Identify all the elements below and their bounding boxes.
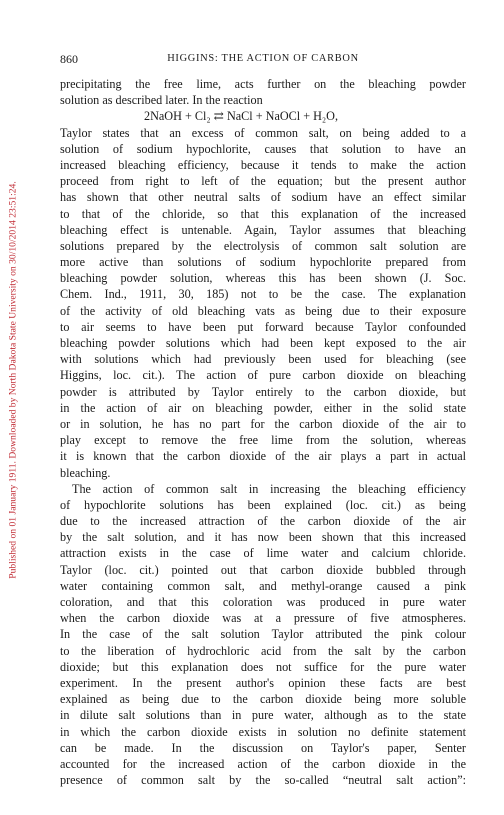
text-line: or in solution, he has no part for the carbon dioxide of the air to bbox=[60, 416, 466, 431]
text-line: Higgins, loc. cit.). The action of pure carbon dioxide on bleaching bbox=[60, 368, 466, 383]
text-line: solution as described later. In the reaction bbox=[60, 93, 263, 108]
text-line: solution of sodium hypochlorite, causes that solution to have an bbox=[60, 141, 466, 156]
text-line: in dilute salt solutions than in pure water, although as to the state bbox=[60, 708, 466, 723]
text-line: in the action of air on bleaching powder, either in the solid state bbox=[60, 400, 466, 415]
publication-stamp bbox=[4, 80, 22, 680]
publication-stamp-text: Published on 01 January 1911. Downloaded by North Dakota State University on 30/10/2014 23:51:24. bbox=[7, 181, 19, 579]
text-line: Taylor states that an excess of common salt, on being added to a bbox=[60, 125, 466, 140]
text-line: due to the increased attraction of the carbon dioxide of the air bbox=[60, 514, 466, 529]
chemical-equation: 2NaOH + Cl₂ ⇄ NaCl + NaOCl + H₂O, bbox=[144, 109, 339, 124]
text-line: precipitating the free lime, acts further on the bleaching powder bbox=[60, 77, 466, 91]
text-line: presence of common salt by the so-called “neutral salt action”: bbox=[60, 773, 466, 788]
text-line: experiment. In the present author's opinion these facts are best bbox=[60, 675, 466, 690]
page-header bbox=[60, 52, 466, 66]
text-line: when the carbon dioxide was at a pressure of five atmospheres. bbox=[60, 611, 466, 626]
text-line: to the liberation of hydrochloric acid from the salt by the carbon bbox=[60, 643, 466, 658]
text-line: accounted for the increased action of the carbon dioxide in the bbox=[60, 756, 466, 771]
text-line: explained as being due to the carbon dioxide being more soluble bbox=[60, 692, 466, 707]
text-line: bleaching effect is untenable. Again, Taylor assumes that bleaching bbox=[60, 222, 466, 237]
text-line: it is known that the carbon dioxide of the air plays a part in actual bbox=[60, 449, 466, 464]
text-line: Chem. Ind., 1911, 30, 185) not to be the case. The explanation bbox=[60, 287, 466, 302]
text-line: of the activity of old bleaching vats as being due to their exposure bbox=[60, 303, 466, 318]
text-line: play except to remove the free lime from the solution, whereas bbox=[60, 433, 466, 448]
text-line: In the case of the salt solution Taylor attributed the pink colour bbox=[60, 627, 466, 642]
text-line: water containing common salt, and methyl-orange caused a pink bbox=[60, 578, 466, 593]
text-line: dioxide; but this explanation does not suffice for the pure water bbox=[60, 659, 466, 674]
text-line: to that of the chloride, so that this explanation of the increased bbox=[60, 206, 466, 221]
text-line: bleaching powder solutions which had been kept exposed to the air bbox=[60, 336, 466, 350]
text-line: solutions prepared by the electrolysis of common salt solution are bbox=[60, 238, 466, 253]
text-line: in which the carbon dioxide exists in solution no definite statement bbox=[60, 724, 466, 739]
page-number: 860 bbox=[60, 52, 78, 66]
text-line: with solutions which had previously been used for bleaching (see bbox=[60, 352, 466, 367]
text-line: by the salt solution, and it has now been shown that this increased bbox=[60, 530, 466, 545]
body-text bbox=[60, 76, 466, 788]
text-line: powder is attributed by Taylor entirely to the carbon dioxide, but bbox=[60, 384, 466, 399]
text-line: can be made. In the discussion on Taylor's paper, Senter bbox=[60, 740, 466, 755]
text-line: The action of common salt in increasing the bleaching efficiency bbox=[72, 481, 466, 496]
running-title: HIGGINS: THE ACTION OF CARBON bbox=[167, 53, 359, 64]
text-line: coloration, and that this coloration was produced in pure water bbox=[60, 595, 466, 609]
text-line: has shown that other neutral salts of sodium have an effect similar bbox=[60, 190, 466, 205]
text-line: attraction exists in the case of lime water and calcium chloride. bbox=[60, 546, 466, 561]
text-line: Taylor (loc. cit.) pointed out that carbon dioxide bubbled through bbox=[60, 562, 466, 577]
text-line: proceed from right to left of the equation; but the present author bbox=[60, 174, 466, 189]
text-line: bleaching powder solution, whereas this has been shown (J. Soc. bbox=[60, 271, 466, 286]
text-line: bleaching. bbox=[60, 465, 111, 480]
text-line: more active than solutions of sodium hypochlorite prepared from bbox=[60, 255, 466, 270]
text-line: increased bleaching efficiency, because it tends to make the action bbox=[60, 157, 466, 172]
text-line: to air seems to have been put forward because Taylor confounded bbox=[60, 319, 466, 334]
text-line: of hypochlorite solutions has been explained (loc. cit.) as being bbox=[60, 497, 466, 512]
